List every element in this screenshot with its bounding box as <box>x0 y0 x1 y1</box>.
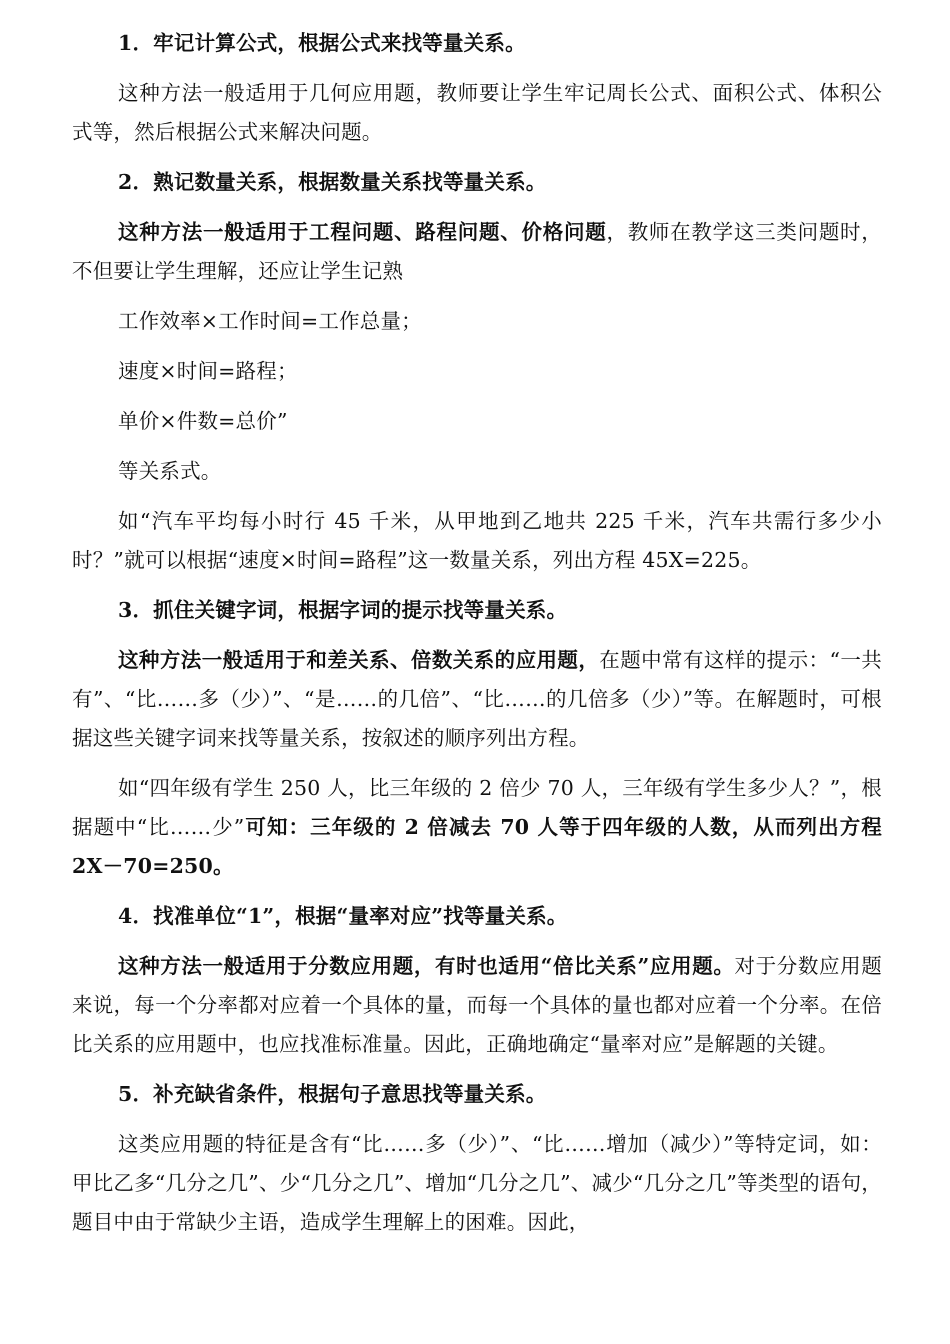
section-2-heading: 2．熟记数量关系，根据数量关系找等量关系。 <box>118 170 547 194</box>
section-3-heading: 3．抓住关键字词，根据字词的提示找等量关系。 <box>118 598 568 622</box>
section-3-emphasis: 这种方法一般适用于和差关系、倍数关系的应用题， <box>118 648 600 672</box>
section-2-paragraph <box>72 213 882 291</box>
section-3-example <box>72 769 882 886</box>
formula-distance: 速度×时间=路程； <box>118 359 298 383</box>
section-2-emphasis: 这种方法一般适用于工程问题、路程问题、价格问题 <box>118 220 607 244</box>
section-5-paragraph: 这类应用题的特征是含有“比……多（少）”、“比……增加（减少）”等特定词，如：甲比乙多“几分之几”、少“几分之几”、增加“几分之几”、减少“几分之几”等类型的语句，题目中由于常缺少主语，造成学生理解上的困难。因此， <box>72 1132 882 1234</box>
section-3-example-text: 如“四年级有学生 250 人，比三年级的 2 倍少 70 人，三年级有学生多少人？”，根据题中“比……少” <box>72 776 882 839</box>
section-4-text: 对于分数应用题来说，每一个分率都对应着一个具体的量，而每一个具体的量也都对应着一个分率。在倍比关系的应用题中，也应找准标准量。因此，正确地确定“量率对应”是解题的关键。 <box>72 954 882 1056</box>
document-page <box>72 24 882 1253</box>
section-4-emphasis: 这种方法一般适用于分数应用题，有时也适用“倍比关系”应用题。 <box>118 954 735 978</box>
section-1-paragraph: 这种方法一般适用于几何应用题，教师要让学生牢记周长公式、面积公式、体积公式等，然后根据公式来解决问题。 <box>72 81 882 144</box>
section-3-example-emphasis: 可知：三年级的 2 倍减去 70 人等于四年级的人数，从而列出方程 2X－70=250。 <box>72 815 882 878</box>
section-4-paragraph <box>72 947 882 1064</box>
formula-tail: 等关系式。 <box>118 459 222 483</box>
formula-work: 工作效率×工作时间=工作总量； <box>118 309 422 333</box>
section-2-text: ，教师在教学这三类问题时，不但要让学生理解，还应让学生记熟 <box>72 220 882 283</box>
section-5-heading: 5．补充缺省条件，根据句子意思找等量关系。 <box>118 1082 547 1106</box>
section-2-example: 如“汽车平均每小时行 45 千米，从甲地到乙地共 225 千米，汽车共需行多少小时？”就可以根据“速度×时间=路程”这一数量关系，列出方程 45X=225。 <box>72 509 882 572</box>
section-1-heading: 1．牢记计算公式，根据公式来找等量关系。 <box>118 31 526 55</box>
section-4-heading: 4．找准单位“1”，根据“量率对应”找等量关系。 <box>118 904 568 928</box>
formula-price: 单价×件数=总价” <box>118 409 288 433</box>
section-3-paragraph <box>72 641 882 758</box>
section-3-text: 在题中常有这样的提示：“一共有”、“比……多（少）”、“是……的几倍”、“比……的几倍多（少）”等。在解题时，可根据这些关键字词来找等量关系，按叙述的顺序列出方程。 <box>72 648 882 750</box>
